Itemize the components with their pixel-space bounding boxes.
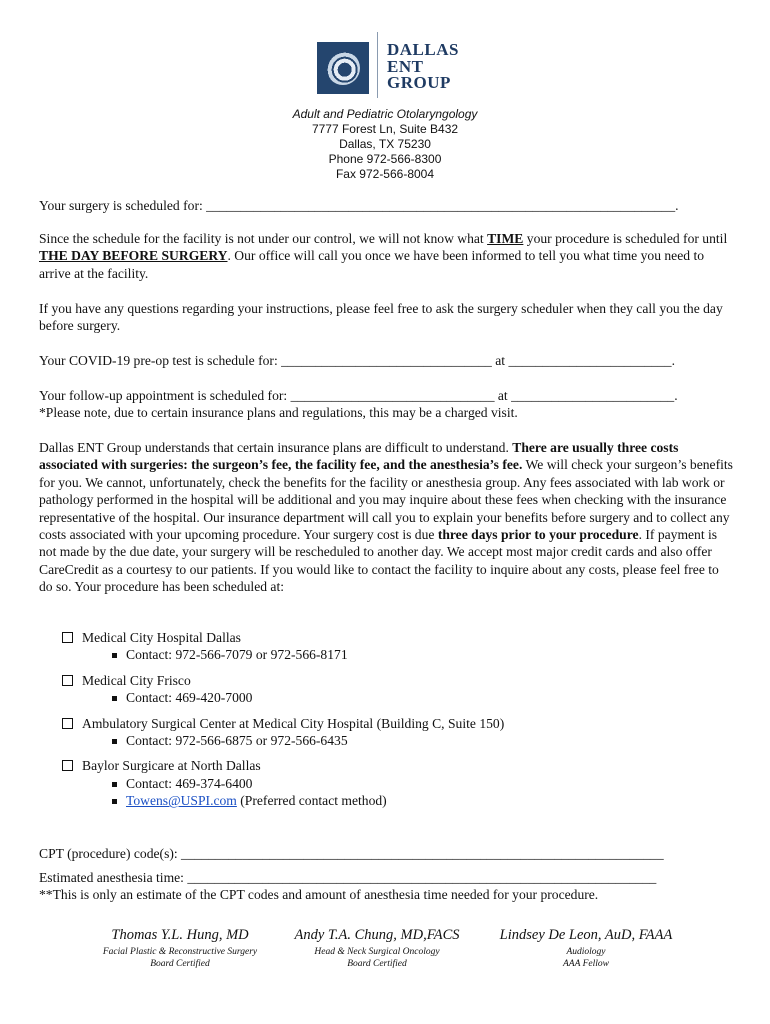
facility-option[interactable]: Medical City Frisco xyxy=(62,672,722,689)
facility-option[interactable]: Ambulatory Surgical Center at Medical City Hospital (Building C, Suite 150) xyxy=(62,715,722,732)
practice-specialty: Adult and Pediatric Otolaryngology xyxy=(292,107,478,121)
dallas-ent-logo xyxy=(317,40,467,100)
checkbox-icon[interactable] xyxy=(62,632,73,643)
checkbox-icon[interactable] xyxy=(62,760,73,771)
logo-divider xyxy=(377,32,378,98)
facility-option[interactable]: Baylor Surgicare at North Dallas xyxy=(62,757,722,774)
cpt-code-line: CPT (procedure) code(s): _______________________________________________________________________ xyxy=(39,846,664,861)
practice-address xyxy=(0,107,770,182)
surgery-date-line: Your surgery is scheduled for: _____________________________________________________________________. xyxy=(39,198,679,213)
facility-option[interactable]: Medical City Hospital Dallas xyxy=(62,629,722,646)
signature-de-leon: Lindsey De Leon, AuD, FAAA Audiology AAA Fellow xyxy=(499,927,673,969)
bullet-icon xyxy=(112,696,117,701)
street-address: 7777 Forest Ln, Suite B432 xyxy=(311,122,459,136)
bullet-icon xyxy=(112,653,117,658)
logo-mark-icon xyxy=(317,42,369,94)
insurance-paragraph: Dallas ENT Group understands that certain insurance plans are difficult to understand. There are usually three costs associated with surgeries: the surgeon’s fee, the facility fee, and the anesthesia’s fee. We will check your surgeon’s benefits for you. We cannot, unfortunately, check the benefits for the facility or anesthesia group. Any fees associated with lab work or pathology performed in the hospital will be additional and you may inquire about these fees when checking with the insurance representative of the hospital. Our insurance department will call you to explain your benefits before surgery and to collect any costs associated with your upcoming procedure. Your surgery cost is due three days prior to your procedure. If payment is not made by the due date, your surgery will be rescheduled to another day. We accept most major credit cards and also offer CareCredit as a courtesy to our patients. If you would like to contact the facility to inquire about any costs, please feel free to do so. Your procedure has been scheduled at: xyxy=(39,440,733,595)
facility-list xyxy=(62,629,722,810)
bullet-icon xyxy=(112,782,117,787)
facility-contact: Contact: 469-420-7000 xyxy=(62,689,722,706)
fax-number: Fax 972-566-8004 xyxy=(335,167,435,181)
signature-chung: Andy T.A. Chung, MD,FACS Head & Neck Surgical Oncology Board Certified xyxy=(294,927,460,969)
anesthesia-time-line: Estimated anesthesia time: _____________________________________________________________________ xyxy=(39,870,657,885)
signature-hung: Thomas Y.L. Hung, MD Facial Plastic & Reconstructive Surgery Board Certified xyxy=(102,927,258,969)
bullet-icon xyxy=(112,739,117,744)
covid-test-line: Your COVID-19 pre-op test is schedule for: _______________________________ at ________________________. xyxy=(39,353,675,368)
facility-email: Towens@USPI.com (Preferred contact method) xyxy=(62,792,722,809)
questions-paragraph: If you have any questions regarding your instructions, please feel free to ask the surgery scheduler when they call you the day before surgery. xyxy=(39,301,723,334)
facility-contact: Contact: 469-374-6400 xyxy=(62,775,722,792)
email-link[interactable]: Towens@USPI.com xyxy=(126,793,237,809)
followup-note: *Please note, due to certain insurance plans and regulations, this may be a charged visit. xyxy=(39,405,518,420)
city-state-zip: Dallas, TX 75230 xyxy=(339,137,431,151)
logo-wordmark: DALLAS ENT GROUP xyxy=(387,40,459,92)
checkbox-icon[interactable] xyxy=(62,718,73,729)
facility-contact: Contact: 972-566-6875 or 972-566-6435 xyxy=(62,732,722,749)
schedule-paragraph: Since the schedule for the facility is not under our control, we will not know what TIME your procedure is scheduled for until THE DAY BEFORE SURGERY. Our office will call you once we have been informed to tell you what time you need to arrive at the facility. xyxy=(39,231,728,281)
estimate-note: **This is only an estimate of the CPT codes and amount of anesthesia time needed for your procedure. xyxy=(39,887,599,902)
checkbox-icon[interactable] xyxy=(62,675,73,686)
bullet-icon xyxy=(112,799,117,804)
facility-contact: Contact: 972-566-7079 or 972-566-8171 xyxy=(62,646,722,663)
phone-number: Phone 972-566-8300 xyxy=(328,152,442,166)
followup-line: Your follow-up appointment is scheduled for: ______________________________ at ________________________. xyxy=(39,388,678,403)
